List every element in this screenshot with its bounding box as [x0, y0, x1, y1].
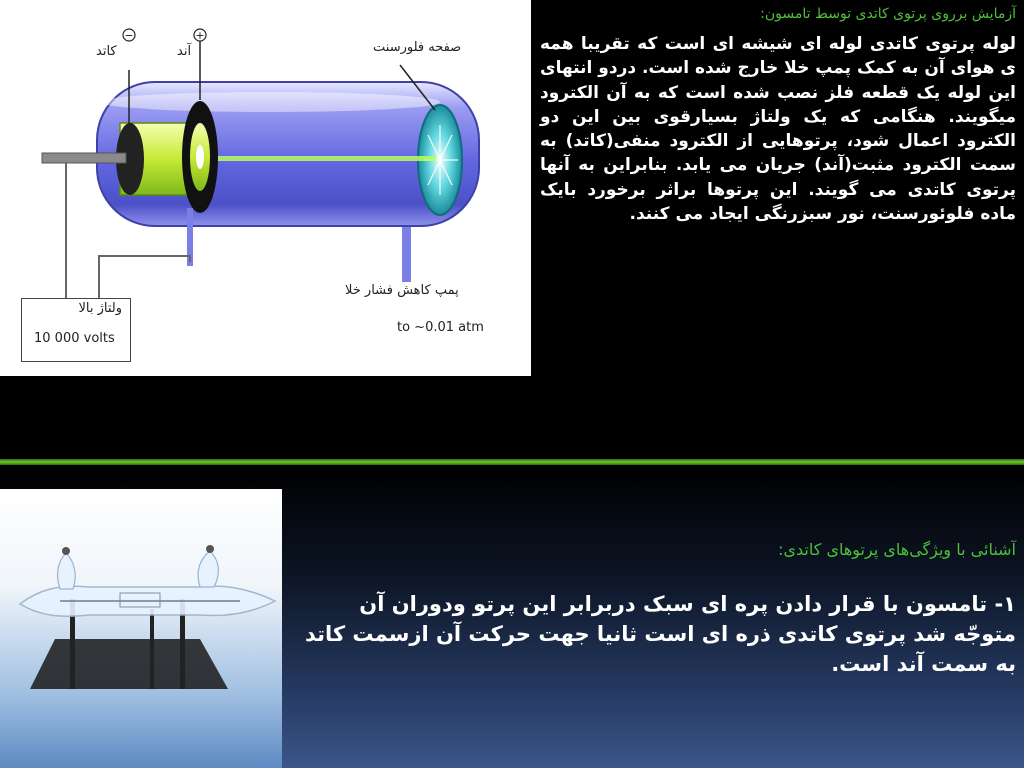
high-voltage-label: ولتاژ بالا [78, 301, 122, 316]
properties-section [300, 540, 1016, 679]
pressure-label: to ~0.01 atm [397, 320, 484, 335]
properties-body: ۱- تامسون با قرار دادن پره ای سبک دربرابر این پرتو ودوران آن متوجّه شد پرتوی کاتدی ذره ای است ثانیا جهت حرکت آن ازسمت کاتد به سمت آند است. [305, 592, 1016, 676]
green-divider [0, 459, 1024, 465]
fluorescent-screen-label: صفحه فلورسنت [373, 40, 462, 55]
properties-heading: آشنائی با ویژگی‌های پرتوهای کاتدی: [778, 540, 1016, 559]
experiment-heading: آزمایش برروی پرتوی کاتدی توسط تامسون: [760, 6, 1016, 22]
cathode-label: کاتد [96, 44, 117, 59]
experiment-body: لوله پرتوی کاتدی لوله ای شیشه ای است که تقریبا همه ی هوای آن به کمک پمپ خلا خارج شده است. دردو انتهای این لوله یک قطعه فلز نصب شده است که به آن الکترود میگویند. هنگامی که یک ولتاژ بسیارقوی بین این دو الکترود اعمال شود، پرتوهایی از الکترود منفی(کاتد) به سمت الکترود مثبت(آند) جریان می یابد. بنابراین به آنها پرتوی کاتدی می گویند. این پرتوها براثر برخورد بایک ماده فلوئورسنت، نور سبزرنگی ایجاد می کنند. [540, 34, 1016, 225]
cathode-ray-tube-photo [0, 489, 282, 768]
cathode-rod [42, 153, 126, 163]
tube-photo-illustration [0, 489, 282, 768]
cathode-ray-tube-diagram [0, 0, 531, 376]
high-voltage-box [21, 298, 131, 362]
minus-symbol: − [124, 29, 134, 42]
anode-label: آند [177, 44, 192, 59]
plus-symbol: + [195, 29, 205, 42]
voltage-value: 10 000 volts [34, 331, 115, 346]
vacuum-pump-label: پمپ کاهش فشار خلا [345, 283, 459, 298]
experiment-description [540, 6, 1016, 226]
